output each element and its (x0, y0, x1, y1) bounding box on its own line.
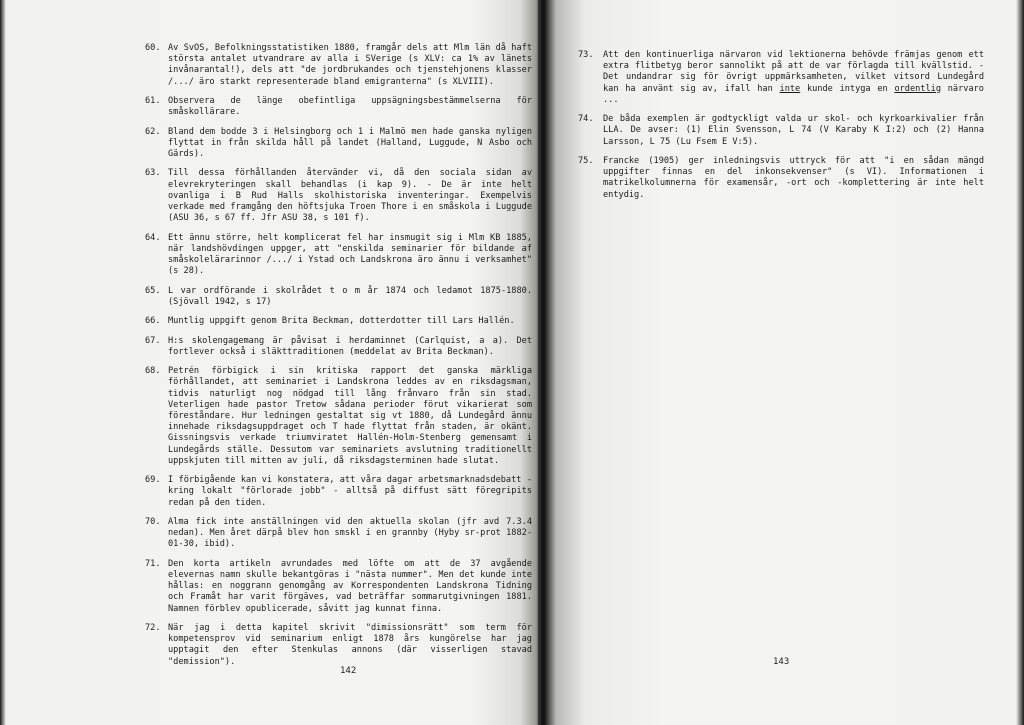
note-number: 61. (145, 96, 161, 106)
note-63 (145, 168, 538, 224)
note-number: 68. (145, 366, 161, 377)
note-text: Alma fick inte anställningen vid den aktuella skolan (jfr avd 7.3.4 nedan). Men året därpå blev hon smskl i en grannby (Hyby sr-prot 1882-01-30, ibid). (168, 516, 538, 550)
note-text: H:s skolengagemang är påvisat i herdaminnet (Carlquist, a a). Det fortlever också i släkttraditionen (meddelat av Brita Beckman). (168, 335, 538, 357)
note-number: 70. (145, 516, 161, 527)
underlined-word: inte (779, 83, 801, 94)
note-number: 62. (145, 126, 161, 137)
note-text: L var ordförande i skolrådet t o m år 1874 och ledamot 1875-1880. (Sjövall 1942, s 17) (168, 285, 538, 307)
right-page (546, 0, 1024, 725)
note-text: Av SvOS, Befolkningsstatistiken 1880, framgår dels att Mlm län då haft största antalet utvandrare av alla i SVerige (s XLV: ca 1% av länets invånarantal!), dels att "de jordbrukandes och tjenstehjonens klasser /.../ äro starkt representerade bland emigranterna" (s XLVIII). (168, 43, 538, 87)
note-text: Bland dem bodde 3 i Helsingborg och 1 i Malmö men hade ganska nyligen flyttat in från skilda håll på landet (Halland, Luggude, N Asbo och Gärds). (168, 126, 538, 159)
note-text: De båda exemplen är godtyckligt valda ur skol- och kyrkoarkivalier från LLA. De avser: (1) Elin Svensson, L 74 (V Karaby K I:2) och (2) Hanna Larsson, L 75 (Lu Fsem E V:5). (603, 114, 990, 147)
note-text: Francke (1905) ger inledningsvis uttryck för att "i en sådan mängd uppgifter finnas en del inkonsekvenser" (s VI). Informationen i matrikelkolumnerna för examensår, -ort och -komplettering är inte helt entydig. (603, 156, 990, 200)
note-61 (145, 96, 538, 118)
note-number: 71. (145, 558, 161, 569)
note-number: 66. (145, 316, 161, 327)
note-text: Ett ännu större, helt komplicerat fel har insmugit sig i Mlm KB 1885, när landshövdingen uppger, att "enskilda seminarier för bildande af småskolelärarinnor /.../ i Ystad och Landskrona äro ännu i verksamhet" (s 28). (168, 232, 538, 277)
note-65 (145, 285, 538, 308)
note-69 (145, 475, 538, 509)
left-notes-list (0, 0, 540, 676)
note-number: 63. (145, 168, 161, 179)
note-text: Muntlig uppgift genom Brita Beckman, dotterdotter till Lars Hallén. (168, 316, 515, 327)
note-text: I förbigående kan vi konstatera, att våra dagar arbetsmarknadsdebatt - kring lokalt "förlorade jobb" - alltså på diffust sätt föregripits redan på den tiden. (168, 475, 538, 508)
note-number: 75. (578, 156, 594, 166)
note-62 (145, 126, 538, 161)
note-67 (145, 335, 538, 358)
note-74 (578, 114, 990, 148)
note-66 (145, 316, 532, 327)
note-number: 69. (145, 475, 161, 486)
note-60 (145, 43, 538, 88)
note-70 (145, 516, 538, 551)
note-number: 65. (145, 285, 161, 296)
note-text (578, 50, 990, 106)
note-text-part: närvaro ... (603, 83, 990, 105)
note-68 (145, 366, 538, 467)
note-number: 73. (578, 50, 594, 60)
note-number: 72. (145, 622, 161, 633)
note-71 (145, 558, 538, 615)
note-text-part: kunde intyga en (800, 83, 895, 94)
underlined-word: ordentlig (894, 83, 942, 94)
note-75 (578, 156, 990, 201)
note-number: 60. (145, 43, 161, 53)
note-text: När jag i detta kapitel skrivit "dimissionsrätt" som term för kompetensprov vid seminarium enligt 1878 års kungörelse har jag upptagit den efter Stenkulas annons (där visserligen stavad "demission"). (168, 622, 538, 667)
note-text: Till dessa förhållanden återvänder vi, då den sociala sidan av elevrekryteringen skall behandlas (i kap 9). - De är inte helt ovanliga i B Rud Halls skolhistoriska inventeringar. Exempelvis verkade med framgång den höftsjuka Troen Thore i en småskola i Luggude (ASU 36, s 67 ff. Jfr ASU 38, s 101 f). (168, 168, 538, 224)
note-72 (145, 622, 538, 668)
note-number: 64. (145, 232, 161, 243)
note-text: Petrén förbigick i sin kritiska rapport det ganska märkliga förhållandet, att seminariet i Landskrona leddes av en riksdagsman, tidvis naturligt nog nödgad till lång frånvaro från sin stad. Veterligen hade pastor Tretow sådana perioder förut vikarierat som föreståndare. Hur ledningen gestaltat sig vt 1880, då Lundegård ännu innehade riksdagsuppdraget och T hade flyttat från staden, är okänt. Gissningsvis verkade triumviratet Hallén-Holm-Stenberg gemensamt i Lundegårds ställe. Dessutom var seminariets avslutning traditionellt uppskjuten till mitten av juli, då riksdagsterminen hade slutat. (168, 366, 538, 466)
note-64 (145, 232, 538, 278)
page-number: 142 (340, 666, 357, 676)
note-number: 67. (145, 335, 161, 346)
right-notes-list (546, 0, 1024, 209)
note-text-part: Att den kontinuerliga närvaron vid lektionerna behövde främjas genom ett extra flitbetyg beror sannolikt på att de var förlagda till kvällstid. - Det undandrar sig för övrigt uppmärksamheten, vilket vitsord Lundegård kan ha använt sig av, ifall han (603, 50, 990, 94)
note-73 (578, 50, 990, 106)
note-text: Den korta artikeln avrundades med löfte om att de 37 avgående elevernas namn skulle bekantgöras i "nästa nummer". Men det kunde inte hållas: en noggrann genomgång av Korrespondenten Landskrona Tidning och Framåt har varit förgäves, vad beträffar sommarutgivningen 1881. Namnen förblev opublicerade, såvitt jag kunnat finna. (168, 558, 538, 614)
note-number: 74. (578, 114, 594, 125)
page-number: 143 (773, 657, 790, 667)
note-text: Observera de länge obefintliga uppsägningsbestämmelserna för småskollärare. (168, 96, 538, 118)
